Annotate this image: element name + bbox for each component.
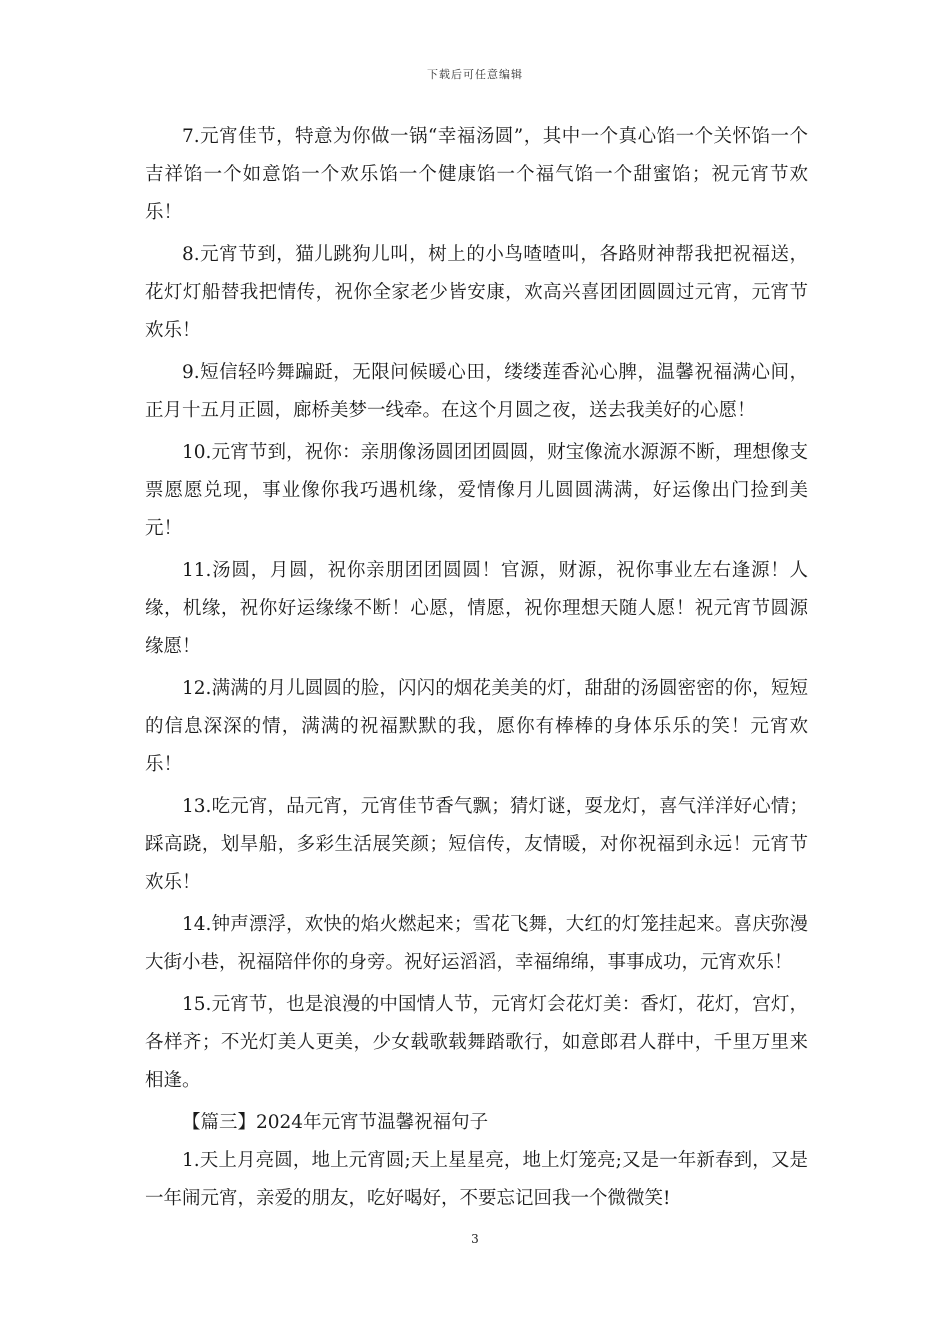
section-heading: 【篇三】2024年元宵节温馨祝福句子 — [182, 1112, 489, 1133]
paragraph-13: 13.吃元宵，品元宵，元宵佳节香气飘；猜灯谜，耍龙灯，喜气洋洋好心情；踩高跷，划旱船，多彩生活展笑颜；短信传，友情暖，对你祝福到永远！元宵节欢乐！ — [145, 796, 808, 893]
paragraph-9: 9.短信轻吟舞蹁跹，无限问候暖心田，缕缕莲香沁心脾，温馨祝福满心间，正月十五月正圆，廊桥美梦一线牵。在这个月圆之夜，送去我美好的心愿！ — [145, 362, 808, 421]
paragraph-section3-1: 1.天上月亮圆，地上元宵圆;天上星星亮，地上灯笼亮;又是一年新春到，又是一年闹元宵，亲爱的朋友，吃好喝好，不要忘记回我一个微微笑! — [145, 1150, 808, 1209]
page-number: 3 — [471, 1232, 479, 1246]
paragraph-8: 8.元宵节到，猫儿跳狗儿叫，树上的小鸟喳喳叫，各路财神帮我把祝福送，花灯灯船替我把情传，祝你全家老少皆安康，欢高兴喜团团圆圆过元宵，元宵节欢乐！ — [145, 244, 808, 341]
document-body — [145, 118, 808, 1222]
paragraph-15: 15.元宵节，也是浪漫的中国情人节，元宵灯会花灯美：香灯，花灯，宫灯，各样齐；不光灯美人更美，少女载歌载舞踏歌行，如意郎君人群中，千里万里来相逢。 — [145, 994, 808, 1091]
page-header: 下载后可任意编辑 — [427, 68, 523, 81]
paragraph-10: 10.元宵节到，祝你：亲朋像汤圆团团圆圆，财宝像流水源源不断，理想像支票愿愿兑现，事业像你我巧遇机缘，爱情像月儿圆圆满满，好运像出门捡到美元！ — [145, 442, 808, 539]
paragraph-7: 7.元宵佳节，特意为你做一锅“幸福汤圆”，其中一个真心馅一个关怀馅一个吉祥馅一个如意馅一个欢乐馅一个健康馅一个福气馅一个甜蜜馅；祝元宵节欢乐！ — [145, 126, 808, 223]
paragraph-14: 14.钟声漂浮，欢快的焰火燃起来；雪花飞舞，大红的灯笼挂起来。喜庆弥漫大街小巷，祝福陪伴你的身旁。祝好运滔滔，幸福绵绵，事事成功，元宵欢乐！ — [145, 914, 808, 973]
paragraph-12: 12.满满的月儿圆圆的脸，闪闪的烟花美美的灯，甜甜的汤圆密密的你，短短的信息深深的情，满满的祝福默默的我，愿你有棒棒的身体乐乐的笑！元宵欢乐！ — [145, 678, 808, 775]
paragraph-11: 11.汤圆，月圆，祝你亲朋团团圆圆！官源，财源，祝你事业左右逢源！人缘，机缘，祝你好运缘缘不断！心愿，情愿，祝你理想天随人愿！祝元宵节圆源缘愿！ — [145, 560, 808, 657]
